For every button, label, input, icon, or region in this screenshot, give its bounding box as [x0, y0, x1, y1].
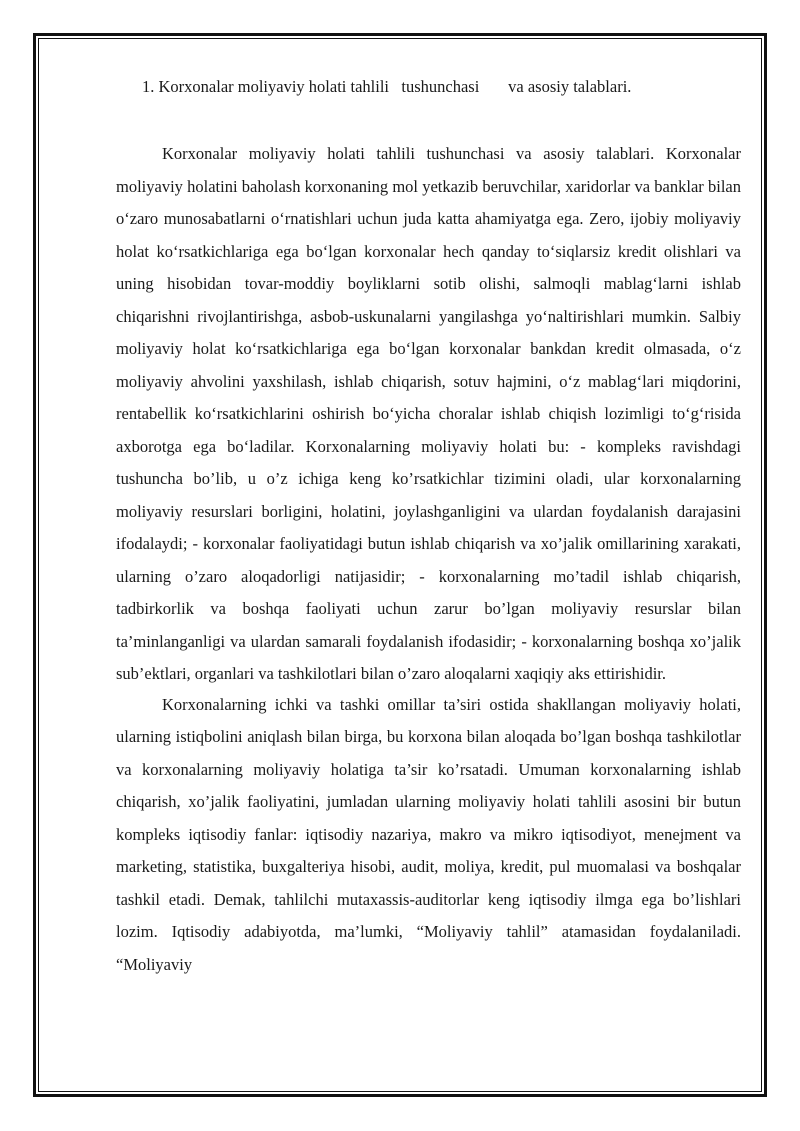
paragraph-2: Korxonalarning ichki va tashki omillar ta’siri ostida shakllangan moliyaviy holati, ularning istiqbolini aniqlash bilan birga, bu korxona bilan aloqada bo’lgan boshqa tashkilotlar va korxonalarning moliyaviy holatiga ta’sir ko’rsatadi. Umuman korxonalarning ishlab chiqarish, xo’jalik faoliyatini, jumladan ularning moliyaviy holati tahlili asosini bir butun kompleks iqtisodiy fanlar: iqtisodiy nazariya, makro va mikro iqtisodiyot, menejment va marketing, statistika, buxgalteriya hisobi, audit, moliya, kredit, pul muomalasi va boshqalar tashkil etadi. Demak, tahlilchi mutaxassis-auditorlar keng iqtisodiy ilmga ega bo’lishlari lozim. Iqtisodiy adabiyotda, ma’lumki, “Moliyaviy tahlil” atamasidan foydalaniladi. “Moliyaviy [116, 694, 741, 974]
section-heading: 1. Korxonalar moliyaviy holati tahlili tushunchasi va asosiy talablari. [142, 77, 632, 96]
document-body [116, 72, 741, 981]
paragraph-1: Korxonalar moliyaviy holati tahlili tushunchasi va asosiy talablari. Korxonalar moliyaviy holatini baholash korxonaning mol yetkazib beruvchilar, xaridorlar va banklar bilan o‘zaro munosabatlarni o‘rnatishlari uchun juda katta ahamiyatga ega. Zero, ijobiy moliyaviy holat ko‘rsatkichlariga ega bo‘lgan korxonalar hech qanday to‘siqlarsiz kredit olishlari va uning hisobidan tovar-moddiy boyliklarni sotib olishi, salmoqli mablag‘larni ishlab chiqarishni rivojlantirishga, asbob-uskunalarni yangilashga yo‘naltirishlari mumkin. Salbiy moliyaviy holat ko‘rsatkichlariga ega bo‘lgan korxonalar bankdan kredit olmasada, o‘z moliyaviy ahvolini yaxshilash, ishlab chiqarish, sotuv hajmini, o‘z mablag‘lari miqdorini, rentabellik ko‘rsatkichlarini oshirish bo‘yicha choralar ishlab chiqish lozimligi to‘g‘risida axborotga ega bo‘ladilar. Korxonalarning moliyaviy holati bu: - kompleks ravishdagi tushuncha bo’lib, u o’z ichiga keng ko’rsatkichlar tizimini oladi, ular korxonalarning moliyaviy resurslari borligini, holatini, joylashganligini va ulardan foydalanish darajasini ifodalaydi; - korxonalar faoliyatidagi butun ishlab chiqarish va xo’jalik omillarining xarakati, ularning o’zaro aloqadorligi natijasidir; - korxonalarning mo’tadil ishlab chiqarish, tadbirkorlik va boshqa faoliyati uchun zarur bo’lgan moliyaviy resurslar bilan ta’minlanganligi va ulardan samarali foydalanish ifodasidir; - korxonalarning boshqa xo’jalik sub’ektlari, organlari va tashkilotlari bilan o’zaro aloqalarni xaqiqiy aks ettirishidir. [116, 144, 741, 683]
